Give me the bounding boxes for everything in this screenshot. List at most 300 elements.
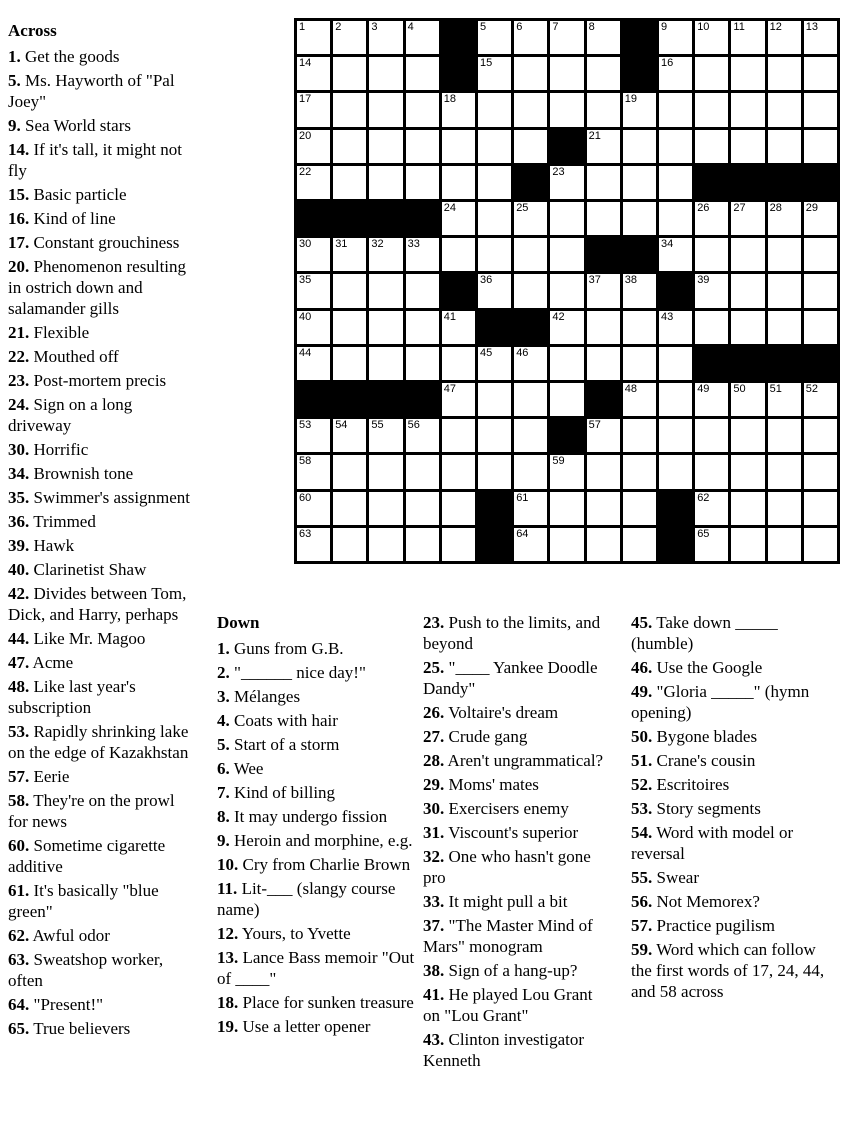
grid-cell-r15c15[interactable] <box>804 528 837 561</box>
grid-cell-r10c8[interactable] <box>550 347 583 380</box>
grid-cell-r10c10[interactable] <box>623 347 656 380</box>
grid-cell-r3c13[interactable] <box>731 93 764 126</box>
black-cell-r5c12 <box>695 166 728 199</box>
across-clue-53 <box>8 721 198 763</box>
grid-cell-r7c13[interactable] <box>731 238 764 271</box>
grid-cell-r2c9[interactable] <box>587 57 620 90</box>
grid-cell-r13c4[interactable] <box>406 455 439 488</box>
clue-number: 15. <box>8 185 30 204</box>
grid-cell-r2c6[interactable] <box>478 57 511 90</box>
grid-cell-r10c1[interactable] <box>297 347 330 380</box>
down-clue-4 <box>217 710 415 731</box>
grid-cell-r10c3[interactable] <box>369 347 402 380</box>
clue-number: 30. <box>423 799 445 818</box>
clue-text: Mouthed off <box>29 347 119 366</box>
grid-cell-r11c13[interactable] <box>731 383 764 416</box>
grid-cell-r3c6[interactable] <box>478 93 511 126</box>
black-cell-r5c7 <box>514 166 547 199</box>
clue-text: Brownish tone <box>29 464 134 483</box>
grid-cell-r8c14[interactable] <box>768 274 801 307</box>
clue-text: True believers <box>29 1019 131 1038</box>
across-clue-5 <box>8 70 198 112</box>
grid-cell-r1c15[interactable] <box>804 21 837 54</box>
cell-number: 46 <box>516 346 529 359</box>
cell-number: 52 <box>805 383 819 395</box>
across-clue-34 <box>8 463 198 484</box>
grid-cell-r6c9[interactable] <box>587 202 620 235</box>
grid-cell-r5c8[interactable] <box>550 166 583 199</box>
grid-cell-r3c15[interactable] <box>804 93 837 126</box>
grid-cell-r6c13[interactable] <box>731 202 764 235</box>
grid-cell-r15c7[interactable] <box>514 528 547 561</box>
grid-cell-r13c12[interactable] <box>695 455 728 488</box>
across-clue-20 <box>8 256 198 319</box>
clue-number: 37. <box>423 916 445 935</box>
grid-cell-r11c12[interactable] <box>695 383 728 416</box>
black-cell-r12c8 <box>550 419 583 452</box>
grid-cell-r14c2[interactable] <box>333 492 366 525</box>
cell-number: 28 <box>769 202 782 214</box>
grid-cell-r5c6[interactable] <box>478 166 511 199</box>
clue-number: 4. <box>217 711 230 730</box>
clue-number: 43. <box>423 1030 445 1049</box>
grid-cell-r7c3[interactable] <box>369 238 402 271</box>
grid-cell-r4c5[interactable] <box>442 130 475 163</box>
grid-cell-r9c1[interactable] <box>297 311 330 344</box>
grid-cell-r7c4[interactable] <box>406 238 439 271</box>
grid-cell-r2c7[interactable] <box>514 57 547 90</box>
clue-text: Lit-___ (slangy course name) <box>217 879 396 919</box>
grid-cell-r14c5[interactable] <box>442 492 475 525</box>
cell-number: 54 <box>335 419 348 432</box>
grid-cell-r3c11[interactable] <box>659 93 692 126</box>
clue-number: 6. <box>217 759 230 778</box>
grid-cell-r7c6[interactable] <box>478 238 511 271</box>
down-clue-11 <box>217 878 415 920</box>
clue-text: Bygone blades <box>652 727 758 746</box>
grid-cell-r14c4[interactable] <box>406 492 439 525</box>
down-clue-57 <box>631 915 840 936</box>
grid-cell-r4c12[interactable] <box>695 130 728 163</box>
grid-cell-r13c13[interactable] <box>731 455 764 488</box>
clue-text: Sign of a hang-up? <box>444 961 578 980</box>
down-clue-8 <box>217 806 415 827</box>
black-cell-r10c13 <box>731 347 764 380</box>
grid-cell-r5c3[interactable] <box>369 166 402 199</box>
cell-number: 51 <box>769 383 782 395</box>
down-clue-30 <box>423 798 611 819</box>
grid-cell-r1c3[interactable] <box>369 21 402 54</box>
grid-cell-r9c14[interactable] <box>768 311 801 344</box>
grid-cell-r15c8[interactable] <box>550 528 583 561</box>
clue-text: Clinton investigator Kenneth <box>423 1030 585 1070</box>
down-clue-10 <box>217 854 415 875</box>
grid-cell-r1c4[interactable] <box>406 21 439 54</box>
clue-text: Use the Google <box>652 658 763 677</box>
grid-cell-r8c3[interactable] <box>369 274 402 307</box>
grid-cell-r2c11[interactable] <box>659 57 692 90</box>
grid-cell-r5c10[interactable] <box>623 166 656 199</box>
grid-cell-r4c6[interactable] <box>478 130 511 163</box>
clue-text: Sweatshop worker, often <box>8 950 164 990</box>
clue-text: Start of a storm <box>229 735 340 754</box>
cell-number: 47 <box>443 383 457 395</box>
grid-cell-r5c4[interactable] <box>406 166 439 199</box>
black-cell-r14c11 <box>659 492 692 525</box>
grid-cell-r10c6[interactable] <box>478 347 511 380</box>
cell-number: 15 <box>480 57 493 70</box>
grid-cell-r15c2[interactable] <box>333 528 366 561</box>
down-clue-9 <box>217 830 415 851</box>
cell-number: 37 <box>588 274 601 287</box>
cell-number: 19 <box>624 93 638 106</box>
grid-cell-r14c9[interactable] <box>587 492 620 525</box>
grid-cell-r13c6[interactable] <box>478 455 511 488</box>
grid-cell-r13c3[interactable] <box>369 455 402 488</box>
grid-cell-r11c10[interactable] <box>623 383 656 416</box>
grid-cell-r9c5[interactable] <box>442 311 475 344</box>
grid-cell-r14c10[interactable] <box>623 492 656 525</box>
cell-number: 49 <box>697 383 710 395</box>
grid-cell-r1c8[interactable] <box>550 21 583 54</box>
grid-cell-r5c1[interactable] <box>297 166 330 199</box>
clue-text: Yours, to Yvette <box>238 924 351 943</box>
grid-cell-r13c9[interactable] <box>587 455 620 488</box>
grid-cell-r14c8[interactable] <box>550 492 583 525</box>
cell-number: 62 <box>697 491 710 504</box>
grid-cell-r7c12[interactable] <box>695 238 728 271</box>
clue-number: 41. <box>423 985 445 1004</box>
grid-cell-r4c13[interactable] <box>731 130 764 163</box>
clue-number: 59. <box>631 940 653 959</box>
clue-text: "Gloria _____" (hymn opening) <box>631 682 810 722</box>
grid-cell-r10c2[interactable] <box>333 347 366 380</box>
black-cell-r2c10 <box>623 57 656 90</box>
grid-cell-r14c13[interactable] <box>731 492 764 525</box>
across-clue-42 <box>8 583 198 625</box>
grid-cell-r9c2[interactable] <box>333 311 366 344</box>
down-clue-50 <box>631 726 840 747</box>
cell-number: 65 <box>697 527 710 540</box>
clue-number: 7. <box>217 783 230 802</box>
grid-cell-r11c7[interactable] <box>514 383 547 416</box>
grid-cell-r12c1[interactable] <box>297 419 330 452</box>
across-clue-36 <box>8 511 198 532</box>
grid-cell-r4c10[interactable] <box>623 130 656 163</box>
grid-cell-r12c7[interactable] <box>514 419 547 452</box>
clue-text: Horrific <box>29 440 89 459</box>
grid-cell-r15c5[interactable] <box>442 528 475 561</box>
grid-cell-r12c9[interactable] <box>587 419 620 452</box>
grid-cell-r4c3[interactable] <box>369 130 402 163</box>
grid-cell-r11c15[interactable] <box>804 383 837 416</box>
grid-cell-r2c1[interactable] <box>297 57 330 90</box>
grid-cell-r2c12[interactable] <box>695 57 728 90</box>
grid-cell-r14c12[interactable] <box>695 492 728 525</box>
across-clue-15 <box>8 184 198 205</box>
grid-cell-r12c10[interactable] <box>623 419 656 452</box>
grid-cell-r12c2[interactable] <box>333 419 366 452</box>
grid-cell-r8c6[interactable] <box>478 274 511 307</box>
grid-cell-r6c7[interactable] <box>514 202 547 235</box>
grid-cell-r13c15[interactable] <box>804 455 837 488</box>
grid-cell-r15c9[interactable] <box>587 528 620 561</box>
down-clue-6 <box>217 758 415 779</box>
grid-cell-r6c12[interactable] <box>695 202 728 235</box>
clue-text: Constant grouchiness <box>29 233 180 252</box>
grid-cell-r4c11[interactable] <box>659 130 692 163</box>
cell-number: 27 <box>733 202 746 214</box>
grid-cell-r4c2[interactable] <box>333 130 366 163</box>
grid-cell-r13c14[interactable] <box>768 455 801 488</box>
grid-cell-r6c15[interactable] <box>804 202 837 235</box>
grid-cell-r3c7[interactable] <box>514 93 547 126</box>
clue-text: "____ Yankee Doodle Dandy" <box>423 658 598 698</box>
clue-number: 26. <box>423 703 445 722</box>
grid-cell-r13c5[interactable] <box>442 455 475 488</box>
clue-number: 50. <box>631 727 653 746</box>
grid-cell-r12c15[interactable] <box>804 419 837 452</box>
clue-number: 28. <box>423 751 445 770</box>
grid-cell-r13c10[interactable] <box>623 455 656 488</box>
grid-cell-r12c13[interactable] <box>731 419 764 452</box>
black-cell-r9c7 <box>514 311 547 344</box>
grid-cell-r3c1[interactable] <box>297 93 330 126</box>
grid-cell-r1c2[interactable] <box>333 21 366 54</box>
grid-cell-r15c3[interactable] <box>369 528 402 561</box>
grid-cell-r2c14[interactable] <box>768 57 801 90</box>
grid-cell-r3c14[interactable] <box>768 93 801 126</box>
grid-cell-r8c13[interactable] <box>731 274 764 307</box>
clue-number: 31. <box>423 823 445 842</box>
black-cell-r14c6 <box>478 492 511 525</box>
grid-cell-r15c12[interactable] <box>695 528 728 561</box>
grid-cell-r2c4[interactable] <box>406 57 439 90</box>
clue-text: Push to the limits, and beyond <box>423 613 601 653</box>
grid-cell-r15c14[interactable] <box>768 528 801 561</box>
down-clue-55 <box>631 867 840 888</box>
grid-cell-r9c12[interactable] <box>695 311 728 344</box>
grid-cell-r13c7[interactable] <box>514 455 547 488</box>
black-cell-r5c14 <box>768 166 801 199</box>
grid-cell-r10c9[interactable] <box>587 347 620 380</box>
grid-cell-r3c3[interactable] <box>369 93 402 126</box>
grid-cell-r6c10[interactable] <box>623 202 656 235</box>
cell-number: 1 <box>299 21 306 33</box>
grid-cell-r1c12[interactable] <box>695 21 728 54</box>
grid-cell-r4c9[interactable] <box>587 130 620 163</box>
clue-text: Get the goods <box>20 47 120 66</box>
grid-cell-r6c5[interactable] <box>442 202 475 235</box>
across-clue-21 <box>8 322 198 343</box>
clue-number: 23. <box>8 371 30 390</box>
clue-number: 62. <box>8 926 30 945</box>
cell-number: 58 <box>299 455 312 468</box>
grid-cell-r8c10[interactable] <box>623 274 656 307</box>
grid-cell-r14c14[interactable] <box>768 492 801 525</box>
grid-cell-r11c6[interactable] <box>478 383 511 416</box>
grid-cell-r2c15[interactable] <box>804 57 837 90</box>
grid-cell-r3c12[interactable] <box>695 93 728 126</box>
grid-cell-r1c11[interactable] <box>659 21 692 54</box>
grid-cell-r1c9[interactable] <box>587 21 620 54</box>
grid-cell-r6c6[interactable] <box>478 202 511 235</box>
clue-number: 1. <box>8 47 21 66</box>
grid-cell-r3c2[interactable] <box>333 93 366 126</box>
grid-cell-r7c1[interactable] <box>297 238 330 271</box>
black-cell-r4c8 <box>550 130 583 163</box>
grid-cell-r9c13[interactable] <box>731 311 764 344</box>
grid-cell-r14c1[interactable] <box>297 492 330 525</box>
grid-cell-r14c15[interactable] <box>804 492 837 525</box>
grid-cell-r2c8[interactable] <box>550 57 583 90</box>
grid-cell-r9c4[interactable] <box>406 311 439 344</box>
grid-cell-r12c4[interactable] <box>406 419 439 452</box>
grid-cell-r8c1[interactable] <box>297 274 330 307</box>
grid-cell-r12c3[interactable] <box>369 419 402 452</box>
clue-number: 60. <box>8 836 30 855</box>
grid-cell-r10c11[interactable] <box>659 347 692 380</box>
grid-cell-r11c14[interactable] <box>768 383 801 416</box>
grid-cell-r2c3[interactable] <box>369 57 402 90</box>
cell-number: 12 <box>769 21 782 33</box>
grid-cell-r6c14[interactable] <box>768 202 801 235</box>
grid-cell-r15c4[interactable] <box>406 528 439 561</box>
grid-cell-r15c13[interactable] <box>731 528 764 561</box>
across-clue-48 <box>8 676 198 718</box>
grid-cell-r8c8[interactable] <box>550 274 583 307</box>
grid-cell-r9c11[interactable] <box>659 311 692 344</box>
clue-text: Moms' mates <box>444 775 539 794</box>
grid-cell-r8c7[interactable] <box>514 274 547 307</box>
grid-cell-r9c3[interactable] <box>369 311 402 344</box>
grid-cell-r13c11[interactable] <box>659 455 692 488</box>
down-clue-49 <box>631 681 840 723</box>
down-clue-37 <box>423 915 611 957</box>
grid-cell-r10c5[interactable] <box>442 347 475 380</box>
clue-text: Sometime cigarette additive <box>8 836 166 876</box>
grid-cell-r7c11[interactable] <box>659 238 692 271</box>
clue-text: Aren't ungrammatical? <box>444 751 604 770</box>
grid-cell-r8c2[interactable] <box>333 274 366 307</box>
grid-cell-r2c2[interactable] <box>333 57 366 90</box>
grid-cell-r2c13[interactable] <box>731 57 764 90</box>
grid-cell-r1c13[interactable] <box>731 21 764 54</box>
grid-cell-r15c10[interactable] <box>623 528 656 561</box>
grid-cell-r3c8[interactable] <box>550 93 583 126</box>
grid-cell-r1c14[interactable] <box>768 21 801 54</box>
clue-number: 45. <box>631 613 653 632</box>
across-clue-61 <box>8 880 198 922</box>
grid-cell-r9c8[interactable] <box>550 311 583 344</box>
across-clue-9 <box>8 115 198 136</box>
black-cell-r10c14 <box>768 347 801 380</box>
grid-cell-r7c2[interactable] <box>333 238 366 271</box>
grid-cell-r7c7[interactable] <box>514 238 547 271</box>
grid-cell-r13c2[interactable] <box>333 455 366 488</box>
grid-cell-r4c15[interactable] <box>804 130 837 163</box>
grid-cell-r1c6[interactable] <box>478 21 511 54</box>
across-clue-47 <box>8 652 198 673</box>
clue-text: Sign on a long driveway <box>8 395 133 435</box>
cell-number: 21 <box>588 129 601 142</box>
grid-cell-r13c8[interactable] <box>550 455 583 488</box>
grid-cell-r9c15[interactable] <box>804 311 837 344</box>
clue-number: 55. <box>631 868 653 887</box>
grid-cell-r12c12[interactable] <box>695 419 728 452</box>
cell-number: 16 <box>661 57 674 70</box>
grid-cell-r7c5[interactable] <box>442 238 475 271</box>
cell-number: 64 <box>516 527 529 540</box>
grid-cell-r12c6[interactable] <box>478 419 511 452</box>
clue-number: 35. <box>8 488 30 507</box>
grid-cell-r4c14[interactable] <box>768 130 801 163</box>
grid-cell-r4c4[interactable] <box>406 130 439 163</box>
down-clue-56 <box>631 891 840 912</box>
clue-text: Sea World stars <box>20 116 131 135</box>
grid-cell-r10c7[interactable] <box>514 347 547 380</box>
grid-cell-r12c5[interactable] <box>442 419 475 452</box>
grid-cell-r3c9[interactable] <box>587 93 620 126</box>
grid-cell-r6c8[interactable] <box>550 202 583 235</box>
grid-cell-r8c12[interactable] <box>695 274 728 307</box>
across-clue-23 <box>8 370 198 391</box>
grid-cell-r13c1[interactable] <box>297 455 330 488</box>
grid-cell-r8c9[interactable] <box>587 274 620 307</box>
cell-number: 39 <box>697 274 710 287</box>
down-clue-7 <box>217 782 415 803</box>
grid-cell-r14c3[interactable] <box>369 492 402 525</box>
clue-number: 29. <box>423 775 445 794</box>
grid-cell-r7c15[interactable] <box>804 238 837 271</box>
grid-cell-r5c11[interactable] <box>659 166 692 199</box>
cell-number: 40 <box>299 310 312 323</box>
grid-cell-r4c7[interactable] <box>514 130 547 163</box>
grid-cell-r1c1[interactable] <box>297 21 330 54</box>
grid-cell-r3c5[interactable] <box>442 93 475 126</box>
grid-cell-r9c10[interactable] <box>623 311 656 344</box>
grid-cell-r11c11[interactable] <box>659 383 692 416</box>
grid-cell-r7c14[interactable] <box>768 238 801 271</box>
cell-number: 3 <box>371 21 378 33</box>
grid-cell-r5c2[interactable] <box>333 166 366 199</box>
cell-number: 18 <box>443 93 457 106</box>
grid-cell-r4c1[interactable] <box>297 130 330 163</box>
grid-cell-r3c4[interactable] <box>406 93 439 126</box>
grid-cell-r5c5[interactable] <box>442 166 475 199</box>
cell-number: 60 <box>299 491 312 504</box>
grid-cell-r12c14[interactable] <box>768 419 801 452</box>
grid-cell-r15c1[interactable] <box>297 528 330 561</box>
grid-cell-r3c10[interactable] <box>623 93 656 126</box>
cell-number: 61 <box>516 491 529 504</box>
grid-cell-r10c4[interactable] <box>406 347 439 380</box>
grid-cell-r11c5[interactable] <box>442 383 475 416</box>
clue-number: 23. <box>423 613 445 632</box>
grid-cell-r11c8[interactable] <box>550 383 583 416</box>
grid-cell-r1c7[interactable] <box>514 21 547 54</box>
grid-cell-r5c9[interactable] <box>587 166 620 199</box>
grid-cell-r14c7[interactable] <box>514 492 547 525</box>
grid-cell-r9c9[interactable] <box>587 311 620 344</box>
grid-cell-r8c15[interactable] <box>804 274 837 307</box>
cell-number: 45 <box>480 346 493 359</box>
grid-cell-r6c11[interactable] <box>659 202 692 235</box>
grid-cell-r8c4[interactable] <box>406 274 439 307</box>
clue-number: 2. <box>217 663 230 682</box>
grid-cell-r12c11[interactable] <box>659 419 692 452</box>
grid-cell-r7c8[interactable] <box>550 238 583 271</box>
